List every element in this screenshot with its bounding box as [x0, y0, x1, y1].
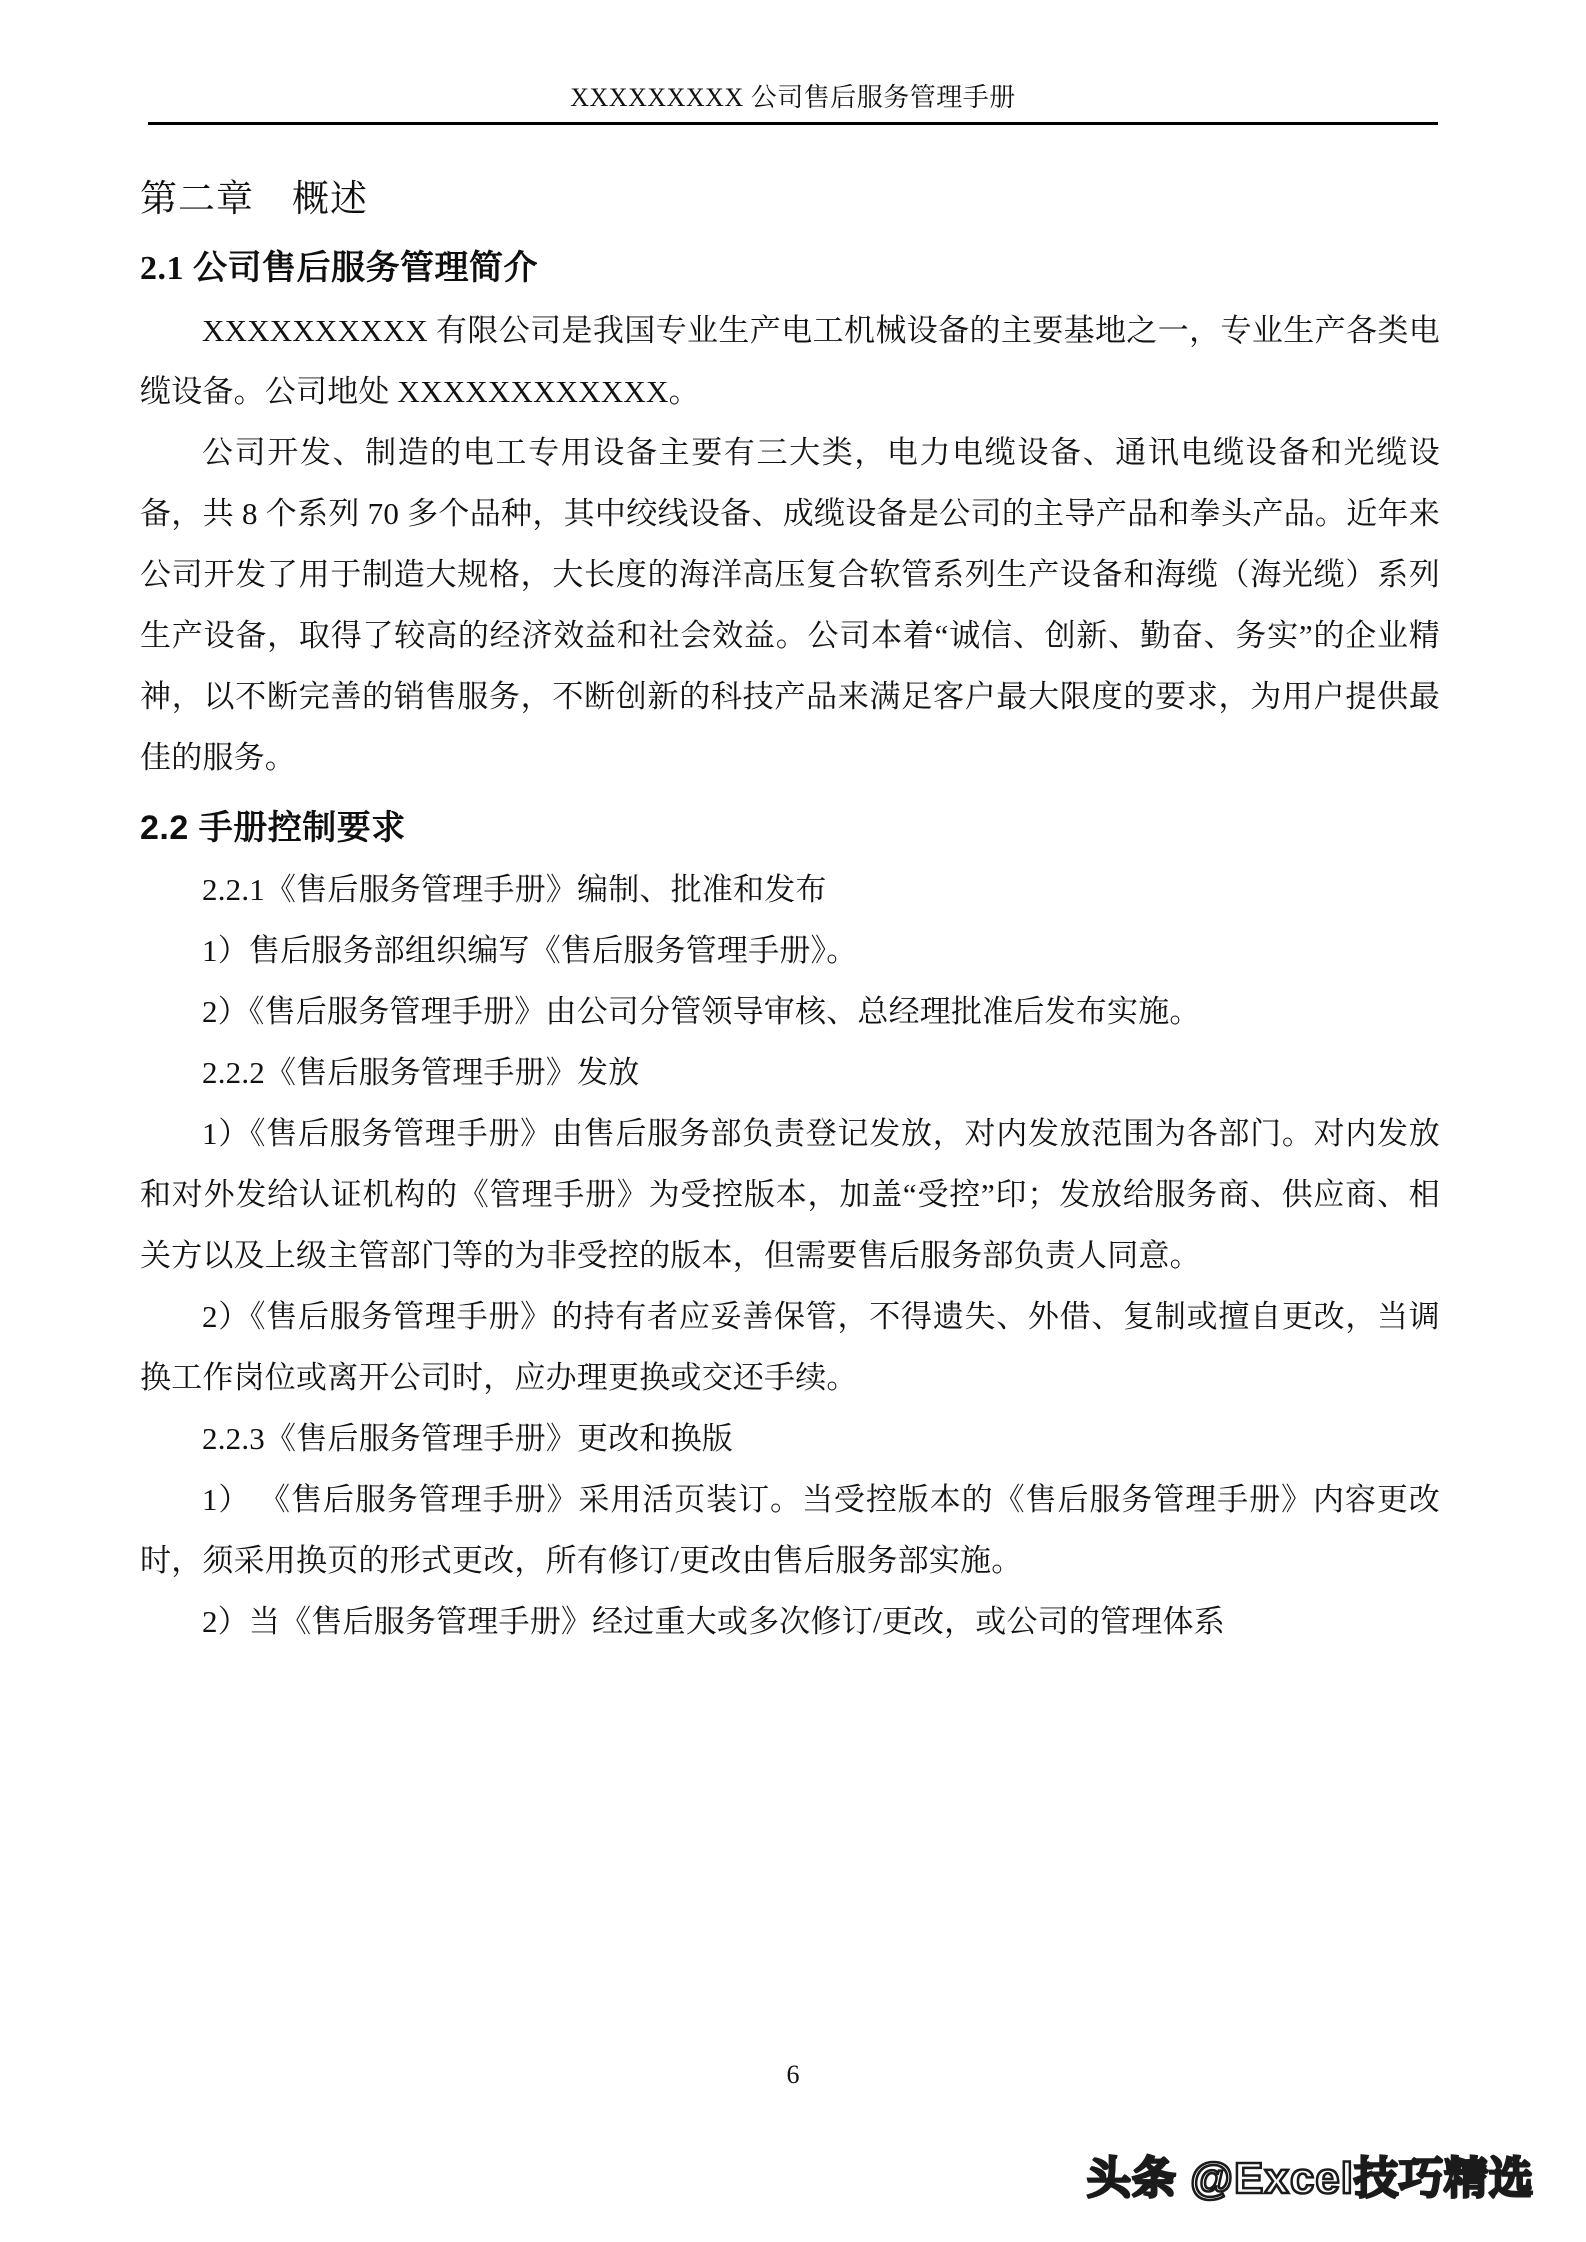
item-2-2-1-point-1: 1）售后服务部组织编写《售后服务管理手册》。 [202, 932, 858, 968]
item-2-2-3-heading: 2.2.3《售后服务管理手册》更改和换版 [202, 1420, 733, 1456]
running-header [148, 82, 1438, 125]
paragraph-2-1-1: XXXXXXXXXX 有限公司是我国专业生产电工机械设备的主要基地之一，专业生产各类电缆设备。公司地处 XXXXXXXXXXXX。 [140, 312, 1440, 409]
item-2-2-2-point-1: 1）《售后服务管理手册》由售后服务部负责登记发放，对内发放范围为各部门。对内发放和对外发给认证机构的《管理手册》为受控版本，加盖“受控”印；发放给服务商、供应商、相关方以及上级主管部门等的为非受控的版本，但需要售后服务部负责人同意。 [140, 1115, 1440, 1273]
header-title: XXXXXXXXX 公司售后服务管理手册 [570, 83, 1016, 112]
item-2-2-1-point-2: 2）《售后服务管理手册》由公司分管领导审核、总经理批准后发布实施。 [202, 993, 1201, 1029]
chapter-heading [140, 170, 1440, 229]
chapter-title-text: 概述 [292, 179, 368, 220]
document-body [140, 170, 1440, 1652]
chapter-number: 第二章 [140, 179, 254, 220]
item-2-2-3-point-1: 1） 《售后服务管理手册》采用活页装订。当受控版本的《售后服务管理手册》内容更改时，须采用换页的形式更改，所有修订/更改由售后服务部实施。 [140, 1481, 1440, 1578]
page-number: 6 [786, 2060, 800, 2089]
item-2-2-2-point-2: 2）《售后服务管理手册》的持有者应妥善保管，不得遗失、外借、复制或擅自更改，当调换工作岗位或离开公司时，应办理更换或交还手续。 [140, 1298, 1440, 1395]
section-heading-2-2: 2.2 手册控制要求 [140, 808, 406, 847]
section-heading-2-1: 2.1 公司售后服务管理简介 [140, 250, 538, 288]
item-2-2-1-heading: 2.2.1《售后服务管理手册》编制、批准和发布 [202, 871, 827, 907]
watermark: 头条 @Excel技巧精选 [1086, 2154, 1534, 2203]
header-divider-rule [148, 122, 1438, 125]
item-2-2-2-heading: 2.2.2《售后服务管理手册》发放 [202, 1054, 640, 1090]
item-2-2-3-point-2: 2）当《售后服务管理手册》经过重大或多次修订/更改，或公司的管理体系 [202, 1603, 1225, 1639]
paragraph-2-1-2: 公司开发、制造的电工专用设备主要有三大类，电力电缆设备、通讯电缆设备和光缆设备，共 8 个系列 70 多个品种，其中绞线设备、成缆设备是公司的主导产品和拳头产品。近年来公司开发了用于制造大规格，大长度的海洋高压复合软管系列生产设备和海缆（海光缆）系列生产设备，取得了较高的经济效益和社会效益。公司本着“诚信、创新、勤奋、务实”的企业精神，以不断完善的销售服务，不断创新的科技产品来满足客户最大限度的要求，为用户提供最佳的服务。 [140, 434, 1440, 775]
